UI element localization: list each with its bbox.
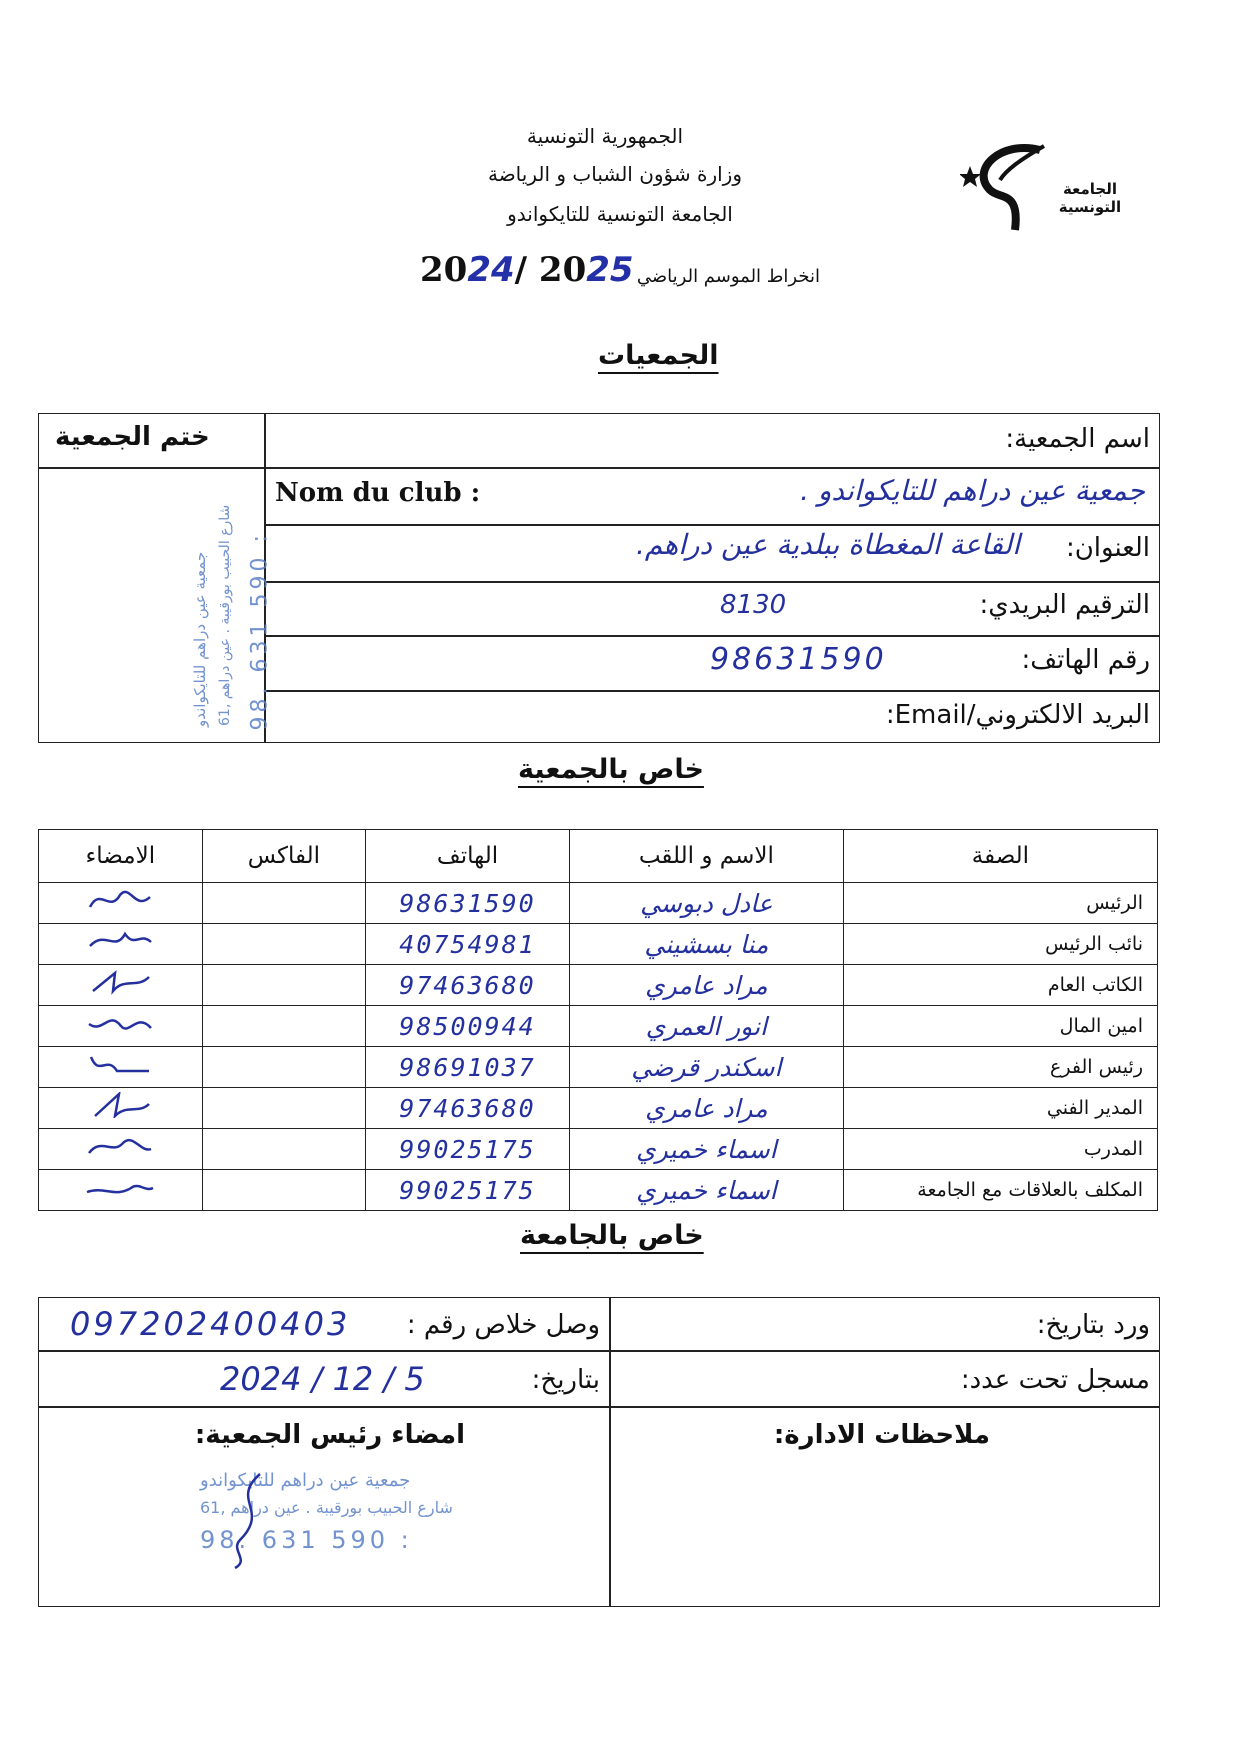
signature-mark: [39, 924, 203, 965]
phone-cell: 97463680: [366, 965, 570, 1006]
section-clubs-title: الجمعيات: [598, 340, 719, 371]
stamp-line-2: 61, شارع الحبيب بورقيبة . عين دراهم: [217, 504, 233, 726]
table-row: [39, 1088, 1158, 1129]
signature-mark: [39, 883, 203, 924]
fax-cell: [202, 883, 366, 924]
federation-title: الجامعة التونسية للتايكواندو: [507, 202, 733, 226]
signature-mark: [39, 1170, 203, 1211]
signature-mark: [39, 965, 203, 1006]
stamp-line-3: 98. 631 590 :: [247, 531, 273, 731]
fax-cell: [202, 924, 366, 965]
role-cell: المكلف بالعلاقات مع الجامعة: [843, 1170, 1157, 1211]
signature-icon: [85, 1174, 155, 1200]
role-cell: الرئيس: [843, 883, 1157, 924]
stamp-line-2: 61, شارع الحبيب بورقيبة . عين دراهم: [200, 1498, 453, 1517]
phone-label: رقم الهاتف:: [1021, 645, 1150, 675]
name-cell: اسماء خميري: [569, 1170, 843, 1211]
name-cell: انور العمري: [569, 1006, 843, 1047]
name-cell: منا بسشيني: [569, 924, 843, 965]
admin-notes-label: ملاحظات الادارة:: [773, 1420, 990, 1450]
table-row: [39, 1129, 1158, 1170]
table-row: [39, 1047, 1158, 1088]
table-row: [39, 883, 1158, 924]
members-table: [38, 829, 1158, 1211]
name-cell: مراد عامري: [569, 1088, 843, 1129]
col-role: الصفة: [843, 830, 1157, 883]
email-label: البريد الالكتروني/Email:: [885, 700, 1150, 730]
role-cell: امين المال: [843, 1006, 1157, 1047]
role-cell: المدير الفني: [843, 1088, 1157, 1129]
signature-icon: [85, 1133, 155, 1159]
name-cell: اسماء خميري: [569, 1129, 843, 1170]
phone-cell: 40754981: [366, 924, 570, 965]
fax-cell: [202, 1088, 366, 1129]
club-name-value: جمعية عين دراهم للتايكواندو .: [800, 474, 1145, 507]
received-date-label: ورد بتاريخ:: [1036, 1310, 1150, 1340]
signature-icon: [85, 928, 155, 954]
role-cell: الكاتب العام: [843, 965, 1157, 1006]
season-line: [420, 250, 820, 292]
section-federation-title: خاص بالجامعة: [520, 1220, 704, 1251]
club-stamp: [120, 480, 273, 740]
table-row: [39, 965, 1158, 1006]
fax-cell: [202, 1047, 366, 1088]
fax-cell: [202, 1170, 366, 1211]
federation-stamp: [200, 1470, 500, 1580]
col-fax: الفاكس: [202, 830, 366, 883]
logo-text: الجامعة التونسية: [1058, 180, 1122, 216]
name-cell: مراد عامري: [569, 965, 843, 1006]
address-value: القاعة المغطاة ببلدية عين دراهم.: [635, 528, 1020, 561]
swoosh-logo-icon: [960, 130, 1050, 240]
signature-icon: [85, 969, 155, 995]
table-row: [39, 1170, 1158, 1211]
phone-cell: 98500944: [366, 1006, 570, 1047]
stamp-line-3: 98. 631 590 :: [200, 1526, 413, 1554]
signature-mark: [39, 1129, 203, 1170]
section-club-specific-title: خاص بالجمعية: [518, 754, 704, 785]
address-label: العنوان:: [1065, 533, 1150, 563]
phone-cell: 99025175: [366, 1170, 570, 1211]
stamp-line-1: جمعية عين دراهم للتايكواندو: [191, 551, 209, 727]
receipt-number-value: 097202400403: [70, 1305, 351, 1343]
postal-code-value: 8130: [720, 590, 787, 620]
signature-icon: [85, 1092, 155, 1118]
table-row: [39, 1006, 1158, 1047]
role-cell: المدرب: [843, 1129, 1157, 1170]
signature-mark: [39, 1088, 203, 1129]
fax-cell: [202, 1006, 366, 1047]
col-phone: الهاتف: [366, 830, 570, 883]
signature-icon: [85, 1010, 155, 1036]
phone-cell: 98631590: [366, 883, 570, 924]
ministry-title: وزارة شؤون الشباب و الرياضة: [487, 162, 743, 186]
phone-cell: 99025175: [366, 1129, 570, 1170]
signature-icon: [85, 1051, 155, 1077]
president-signature-icon: [220, 1470, 280, 1570]
postal-code-label: الترقيم البريدي:: [979, 590, 1150, 620]
season-label: انخراط الموسم الرياضي: [636, 266, 820, 287]
receipt-number-label: وصل خلاص رقم :: [406, 1310, 600, 1340]
signature-icon: [85, 887, 155, 913]
stamp-line-1: جمعية عين دراهم للتايكواندو: [200, 1470, 411, 1491]
phone-cell: 98691037: [366, 1047, 570, 1088]
role-cell: نائب الرئيس: [843, 924, 1157, 965]
registered-number-label: مسجل تحت عدد:: [960, 1365, 1150, 1395]
date-value: 2024 / 12 / 5: [220, 1360, 425, 1398]
phone-value: 98631590: [710, 642, 887, 677]
fax-cell: [202, 965, 366, 1006]
republic-title: الجمهورية التونسية: [526, 124, 684, 148]
fax-cell: [202, 1129, 366, 1170]
federation-logo: [960, 130, 1130, 240]
club-name-fr-label: Nom du club :: [275, 478, 481, 508]
date-label: بتاريخ:: [531, 1365, 600, 1395]
members-header-row: [39, 830, 1158, 883]
table-row: [39, 924, 1158, 965]
col-signature: الامضاء: [39, 830, 203, 883]
name-cell: عادل دبوسي: [569, 883, 843, 924]
phone-cell: 97463680: [366, 1088, 570, 1129]
club-name-label: اسم الجمعية:: [1005, 424, 1150, 454]
signature-mark: [39, 1006, 203, 1047]
col-name: الاسم و اللقب: [569, 830, 843, 883]
club-stamp-header: ختم الجمعية: [55, 422, 210, 452]
season-years: 2024/ 2025: [420, 250, 634, 290]
signature-mark: [39, 1047, 203, 1088]
name-cell: اسكندر قرضي: [569, 1047, 843, 1088]
role-cell: رئيس الفرع: [843, 1047, 1157, 1088]
president-signature-label: امضاء رئيس الجمعية:: [194, 1420, 465, 1450]
